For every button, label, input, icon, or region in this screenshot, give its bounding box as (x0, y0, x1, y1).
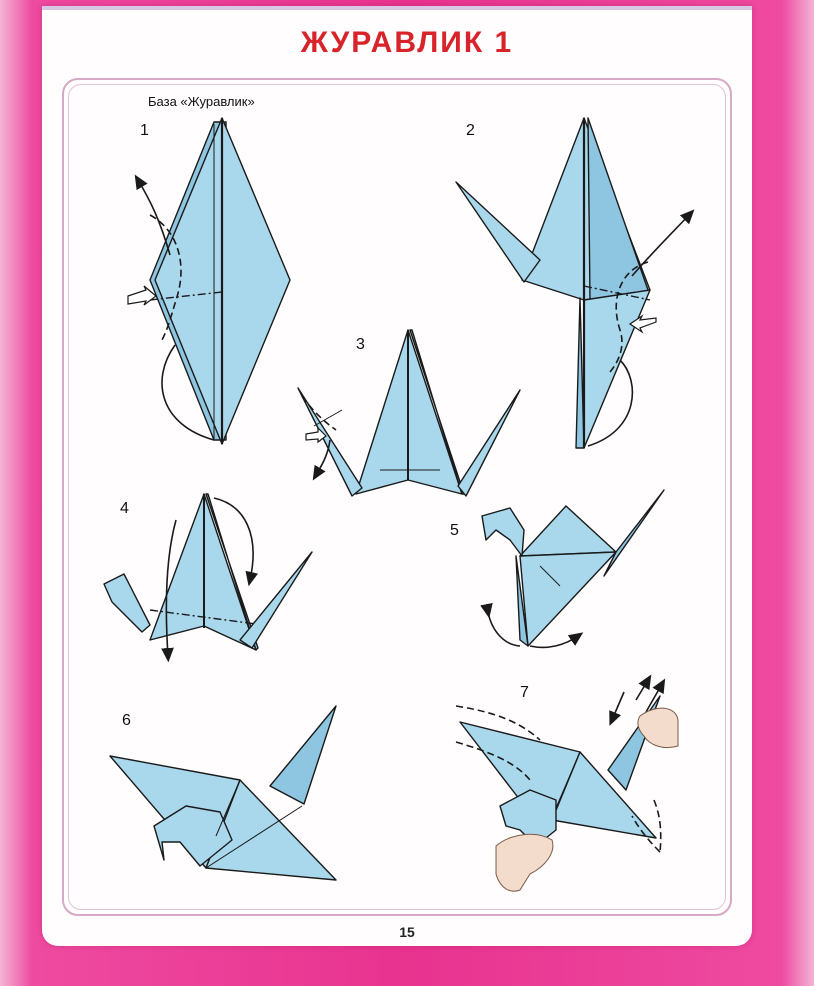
step-1-diagram (128, 118, 290, 444)
step-number-1: 1 (140, 122, 149, 139)
step-7-diagram (456, 680, 678, 891)
base-caption: База «Журавлик» (148, 94, 255, 109)
step-number-3: 3 (356, 336, 365, 353)
step-5-diagram (482, 490, 664, 647)
page-title: ЖУРАВЛИК 1 (300, 26, 514, 59)
step-number-4: 4 (120, 500, 129, 517)
step-3-diagram (298, 330, 520, 496)
step-number-2: 2 (466, 122, 475, 139)
step-4-diagram (104, 494, 312, 656)
step-6-diagram (110, 706, 336, 880)
step-number-7: 7 (520, 684, 529, 701)
step-number-6: 6 (122, 712, 131, 729)
page-number: 15 (399, 924, 415, 940)
step-number-5: 5 (450, 522, 459, 539)
step-2-diagram (456, 118, 690, 448)
